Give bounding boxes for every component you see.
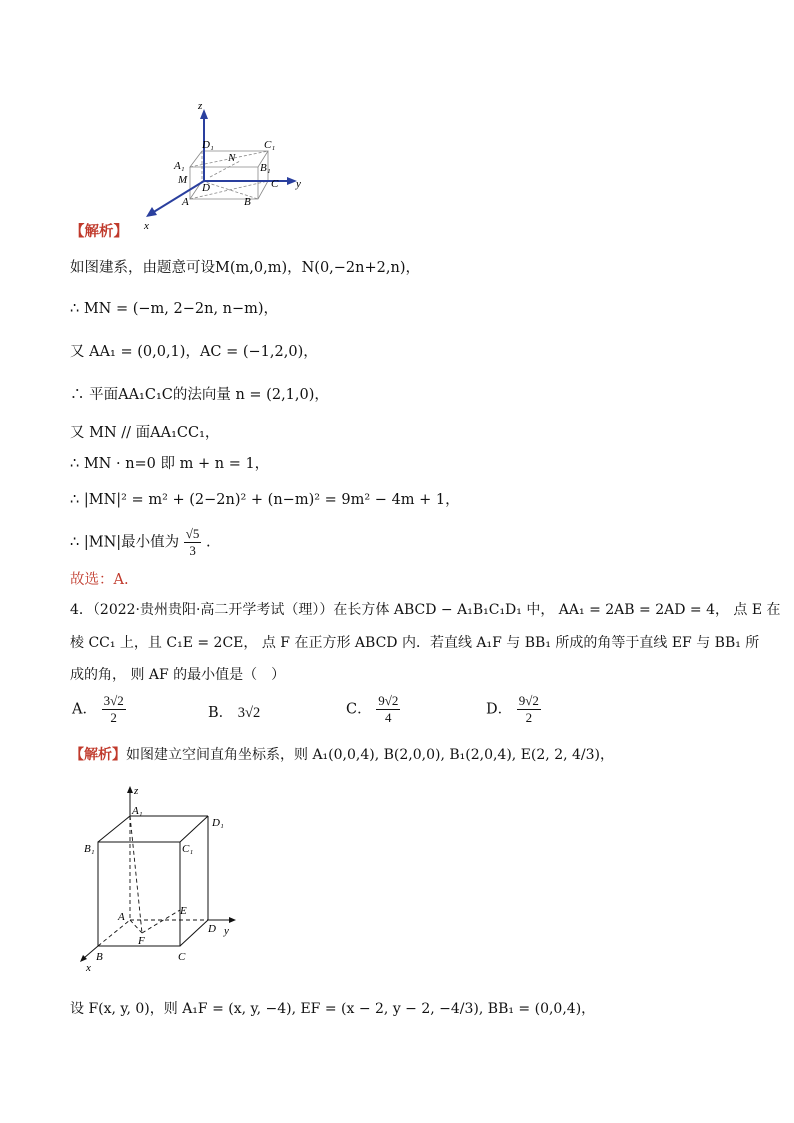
- min-value-fraction: [184, 526, 202, 559]
- frac-den: 3: [189, 543, 196, 558]
- option-d-label: D．: [486, 701, 513, 718]
- analysis1-line-7: ∴ |MN|² = m² + (2−2n)² + (n−m)² = 9m² − 4m + 1，: [70, 492, 460, 508]
- label-D1: D₁: [202, 139, 214, 151]
- question4-line-3: 成的角， 则 AF 的最小值是（ ）: [70, 667, 286, 683]
- analysis2-last-line: 设 F(x, y, 0)，则 A₁F = (x, y, −4), EF = (x − 2, y − 2, −4/3), BB₁ = (0,0,4)，: [70, 1001, 596, 1017]
- analysis1-line-1: 如图建系，由题意可设M(m,0,m)，N(0,−2n+2,n)，: [70, 260, 420, 276]
- option-b[interactable]: [208, 701, 260, 722]
- label-C: C: [271, 178, 279, 190]
- fig2-label-E: E: [180, 905, 187, 917]
- option-b-label: B．: [208, 705, 234, 721]
- fig2-label-A: A: [118, 911, 125, 923]
- fig2-axis-z: z: [134, 785, 139, 797]
- answer-line: 故选：A.: [70, 572, 129, 588]
- option-d-num: 9√2: [518, 693, 539, 708]
- option-d-den: 2: [525, 710, 533, 725]
- fig2-label-B: B: [96, 951, 103, 963]
- analysis1-line-3: 又 AA₁ = (0,0,1)，AC = (−1,2,0)，: [70, 344, 318, 360]
- label-D: D: [202, 182, 210, 194]
- axis-y-label: y: [296, 178, 301, 190]
- analysis-tag-2: 【解析】: [70, 747, 126, 763]
- option-a-label: A．: [72, 701, 97, 718]
- fig2-label-C: C: [178, 951, 186, 963]
- label-A1: A₁: [174, 160, 185, 172]
- option-c-num: 9√2: [378, 693, 399, 708]
- fig2-label-C1: C₁: [182, 843, 194, 855]
- option-c-label: C．: [346, 701, 372, 718]
- option-d-value: [517, 693, 541, 726]
- fig2-axis-y: y: [224, 925, 229, 937]
- fig2-label-D: D: [208, 923, 216, 935]
- analysis1-line-2: ∴ MN = (−m, 2−2n, n−m)，: [70, 301, 279, 317]
- label-B: B: [244, 196, 251, 208]
- label-C1: C₁: [264, 139, 276, 151]
- analysis1-line-5: 又 MN // 面AA₁CC₁，: [70, 425, 220, 441]
- option-a[interactable]: [72, 693, 126, 726]
- fig2-label-B1: B₁: [84, 843, 95, 855]
- question4-line-2: 棱 CC₁ 上，且 C₁E = 2CE， 点 F 在正方形 ABCD 内．若直线 A₁F 与 BB₁ 所成的角等于直线 EF 与 BB₁ 所: [70, 635, 760, 651]
- question4-line-1: 4．（2022·贵州贵阳·高二开学考试（理））在长方体 ABCD − A₁B₁C₁D₁ 中， AA₁ = 2AB = 2AD = 4， 点 E 在: [70, 602, 781, 618]
- analysis1-line-8: [70, 526, 211, 559]
- option-a-den: 2: [110, 710, 117, 725]
- axis-x-label: x: [144, 220, 149, 232]
- fig2-label-A1: A₁: [132, 805, 143, 817]
- analysis2-text: 如图建立空间直角坐标系，则 A₁(0,0,4), B(2,0,0), B₁(2,0,4), E(2, 2, 4/3)，: [126, 747, 614, 763]
- analysis-tag-1: 【解析】: [70, 223, 128, 240]
- frac-num: √5: [185, 526, 200, 541]
- figure-cube-2: [76, 780, 246, 975]
- label-N: N: [228, 152, 236, 164]
- option-a-value: [102, 693, 126, 726]
- analysis2-line: [70, 744, 614, 764]
- period: .: [206, 534, 211, 551]
- option-c-value: [376, 693, 400, 726]
- fig2-label-F: F: [138, 935, 145, 947]
- figure-cube-1: [140, 95, 320, 235]
- label-B1: B₁: [260, 162, 271, 174]
- min-value-text: ∴ |MN|最小值为: [70, 534, 180, 551]
- option-a-num: 3√2: [103, 693, 124, 708]
- analysis1-line-4: ∴ 平面AA₁C₁C的法向量 n = (2,1,0)，: [70, 387, 329, 403]
- option-d[interactable]: [486, 693, 541, 726]
- label-M: M: [178, 174, 188, 186]
- axis-z-label: z: [198, 100, 203, 112]
- analysis1-line-6: ∴ MN · n=0 即 m + n = 1，: [70, 456, 270, 472]
- option-b-value: 3√2: [237, 705, 261, 721]
- option-c-den: 4: [385, 710, 392, 725]
- option-c[interactable]: [346, 693, 400, 726]
- fig2-axis-x: x: [86, 962, 91, 974]
- fig2-label-D1: D₁: [212, 817, 224, 829]
- label-A: A: [182, 196, 189, 208]
